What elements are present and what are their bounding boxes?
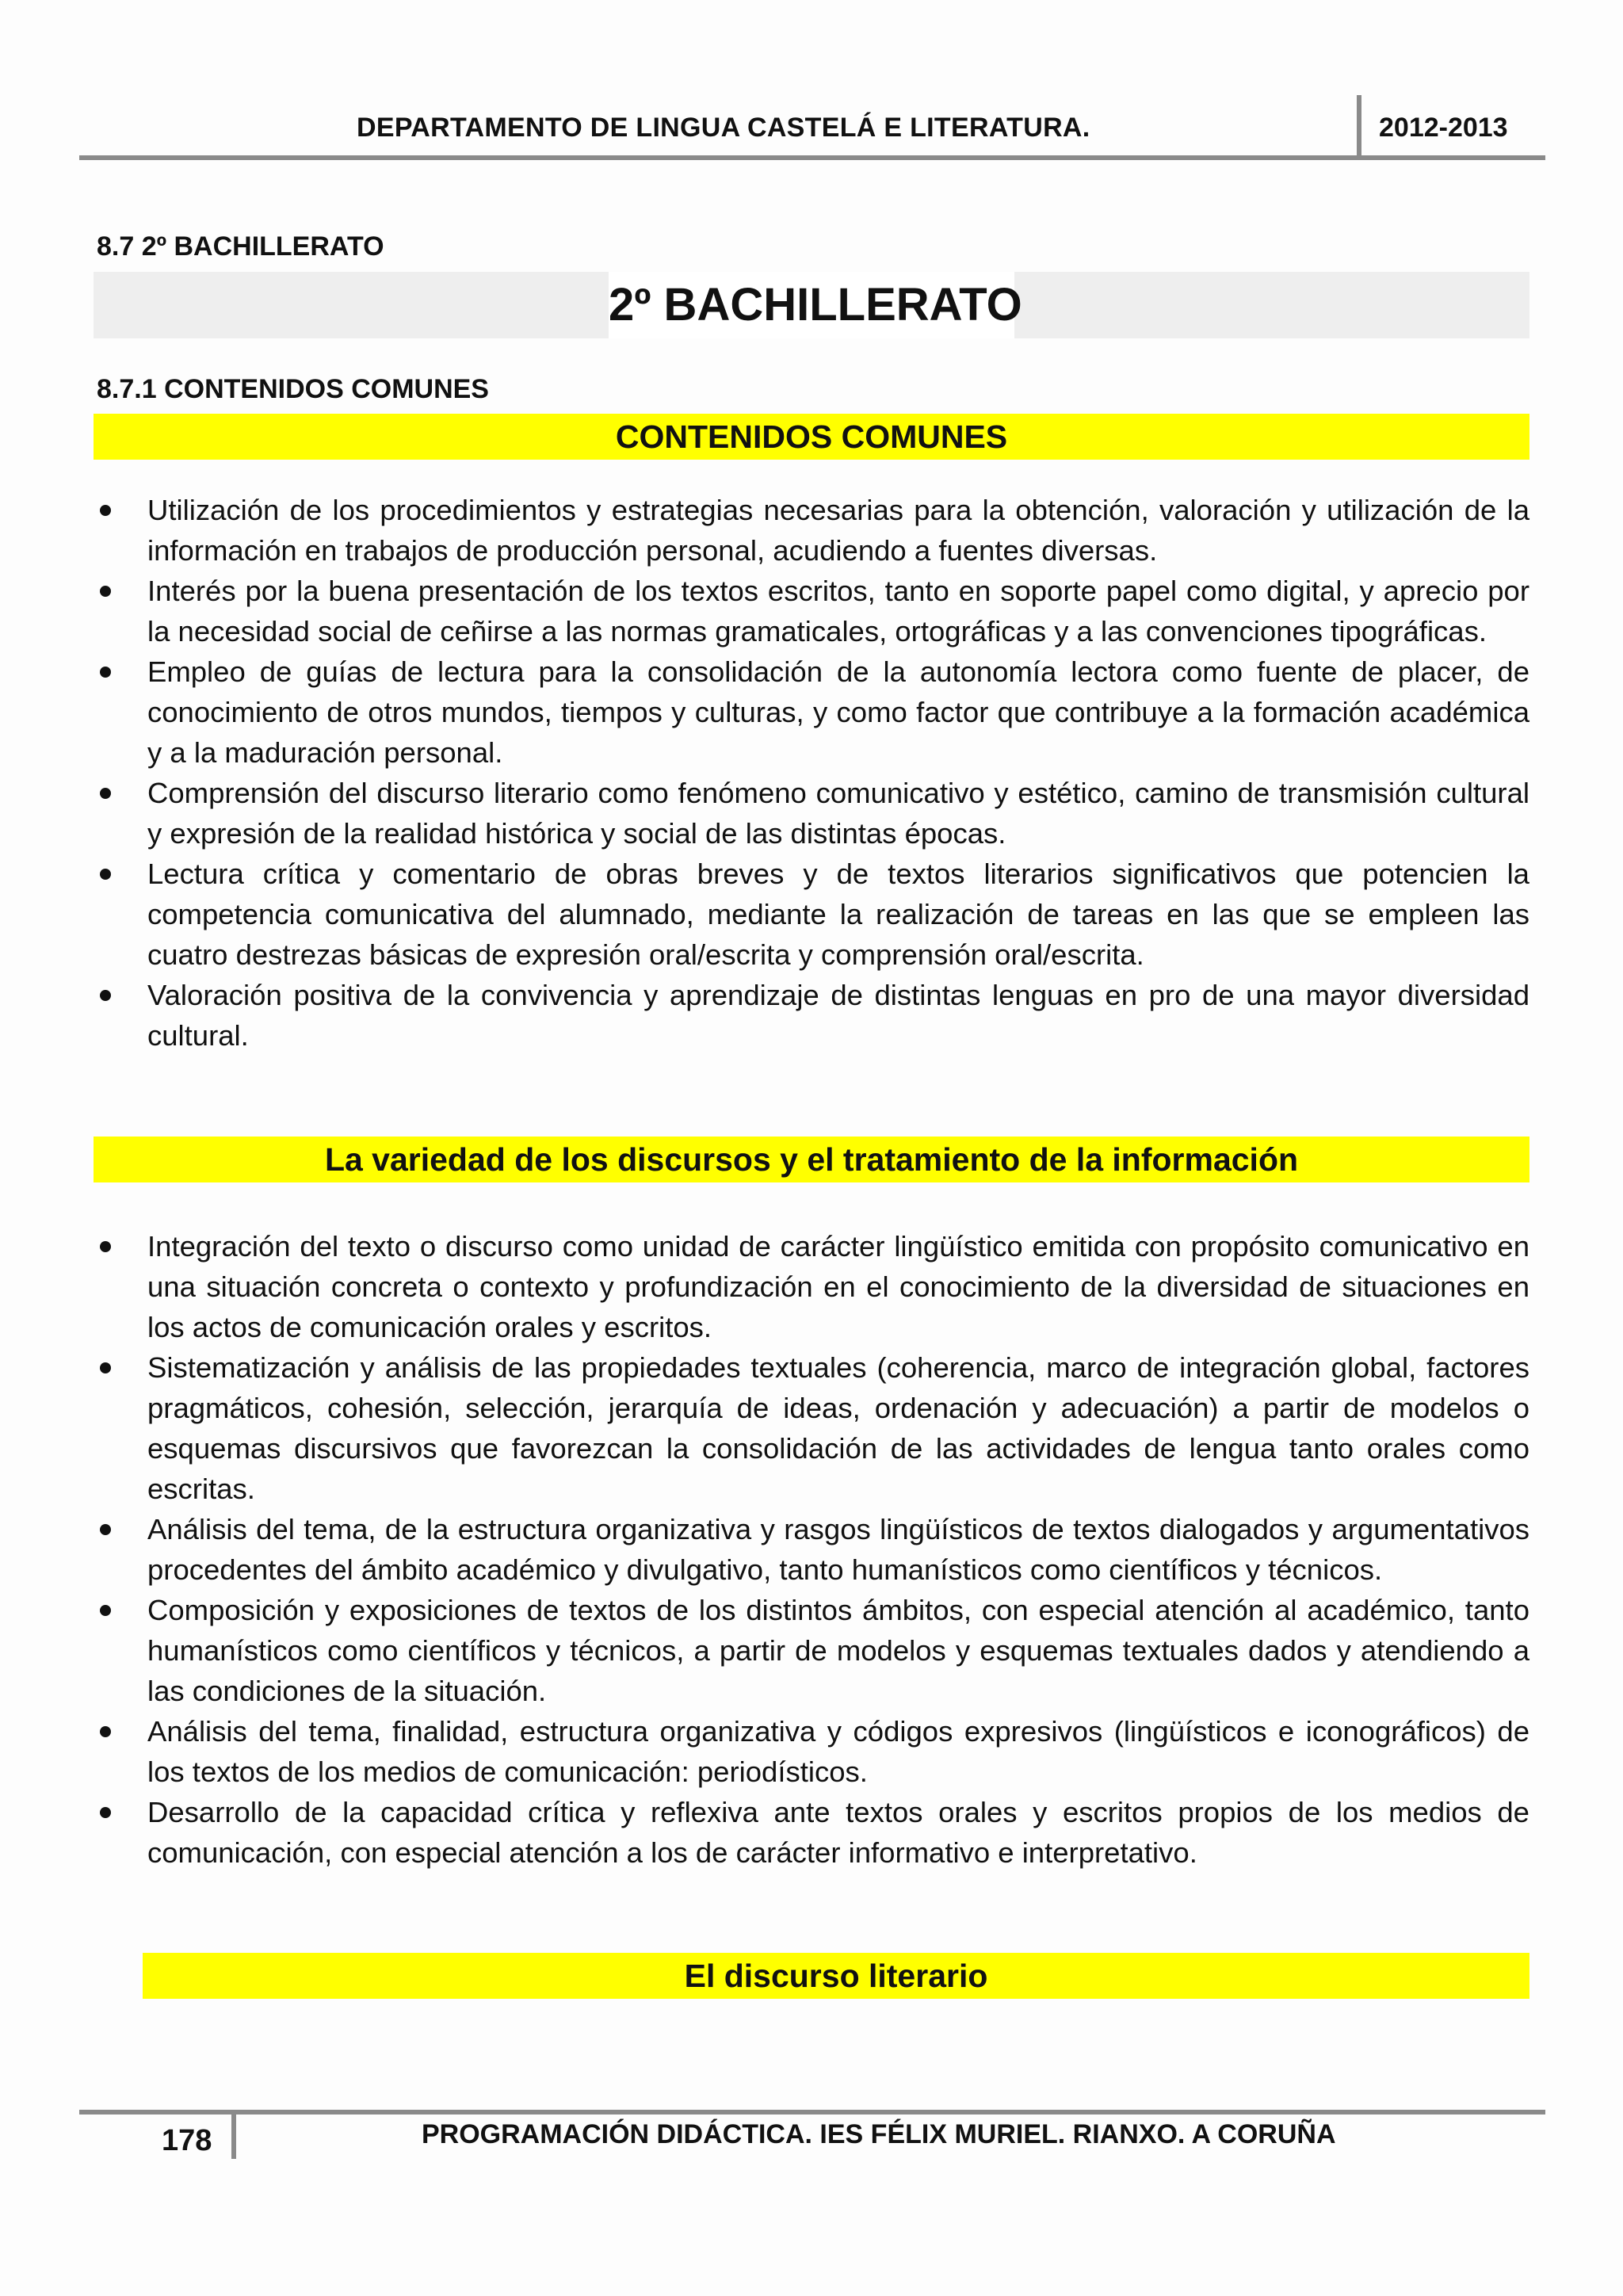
list-item xyxy=(94,490,1529,571)
heading-contenidos-comunes: CONTENIDOS COMUNES xyxy=(615,418,1008,455)
heading-bar-contenidos-comunes xyxy=(94,414,1529,460)
header-department: DEPARTAMENTO DE LINGUA CASTELÁ E LITERATURA. xyxy=(357,113,1090,143)
list-item-text: Valoración positiva de la convivencia y aprendizaje de distintas lenguas en pro de una mayor diversidad cultural. xyxy=(147,979,1529,1052)
list-item xyxy=(94,1792,1529,1873)
footer-separator xyxy=(231,2111,236,2159)
list-item xyxy=(94,651,1529,773)
heading-bar-discurso-literario xyxy=(143,1953,1529,1999)
list-item xyxy=(94,1226,1529,1347)
header-separator xyxy=(1357,95,1361,160)
list-item-text: Análisis del tema, de la estructura organizativa y rasgos lingüísticos de textos dialogados y argumentativos procedentes del ámbito académico y divulgativo, tanto humanísticos como científicos y técnicos. xyxy=(147,1513,1529,1586)
bullet-icon xyxy=(100,1362,111,1373)
bullet-icon xyxy=(100,1605,111,1616)
list-item-text: Integración del texto o discurso como unidad de carácter lingüístico emitida con propósito comunicativo en una situación concreta o contexto y profundización en el conocimiento de la diversidad de situaciones en los actos de comunicación orales y escritos. xyxy=(147,1230,1529,1343)
footer-text: PROGRAMACIÓN DIDÁCTICA. IES FÉLIX MURIEL. RIANXO. A CORUÑA xyxy=(422,2119,1336,2149)
bullet-icon xyxy=(100,990,111,1001)
list-item xyxy=(94,1347,1529,1509)
list-item xyxy=(94,1711,1529,1792)
bullet-icon xyxy=(100,586,111,597)
list-item xyxy=(94,1509,1529,1590)
list-item xyxy=(94,571,1529,651)
bullet-icon xyxy=(100,1524,111,1535)
list-item-text: Sistematización y análisis de las propiedades textuales (coherencia, marco de integración global, factores pragmáticos, cohesión, selección, jerarquía de ideas, ordenación y adecuación) a partir de modelos o esquemas discursivos que favorezcan la consolidación de las actividades de lengua tanto orales como escritas. xyxy=(147,1351,1529,1505)
header-year: 2012-2013 xyxy=(1379,113,1508,143)
list-item xyxy=(94,854,1529,975)
list-item-text: Composición y exposiciones de textos de los distintos ámbitos, con especial atención al académico, tanto humanísticos como científicos y técnicos, a partir de modelos y esquemas textuales dados y atendiendo a las condiciones de la situación. xyxy=(147,1594,1529,1707)
page-number: 178 xyxy=(162,2124,212,2157)
footer-rule xyxy=(79,2110,1545,2115)
page-title: 2º BACHILLERATO xyxy=(609,279,1022,330)
heading-variedad-discursos: La variedad de los discursos y el tratamiento de la información xyxy=(324,1141,1299,1178)
bullet-icon xyxy=(100,667,111,678)
list-variedad-discursos xyxy=(94,1226,1529,1873)
bullet-icon xyxy=(100,869,111,880)
bullet-icon xyxy=(100,1726,111,1737)
list-item-text: Empleo de guías de lectura para la consolidación de la autonomía lectora como fuente de placer, de conocimiento de otros mundos, tiempos y culturas, y como factor que contribuye a la formación académica y a la maduración personal. xyxy=(147,655,1529,769)
section-number-label: 8.7 2º BACHILLERATO xyxy=(97,231,384,262)
subsection-label: 8.7.1 CONTENIDOS COMUNES xyxy=(97,374,489,404)
list-item xyxy=(94,975,1529,1056)
bullet-icon xyxy=(100,1241,111,1252)
bullet-icon xyxy=(100,1807,111,1818)
bullet-icon xyxy=(100,788,111,799)
bullet-icon xyxy=(100,505,111,516)
list-contenidos-comunes xyxy=(94,490,1529,1056)
list-item-text: Interés por la buena presentación de los textos escritos, tanto en soporte papel como digital, y aprecio por la necesidad social de ceñirse a las normas gramaticales, ortográficas y a las convenciones tipográficas. xyxy=(147,575,1529,648)
list-item-text: Lectura crítica y comentario de obras breves y de textos literarios significativos que potencien la competencia comunicativa del alumnado, mediante la realización de tareas en las que se empleen las cuatro destrezas básicas de expresión oral/escrita y comprensión oral/escrita. xyxy=(147,858,1529,971)
list-item-text: Análisis del tema, finalidad, estructura organizativa y códigos expresivos (lingüísticos e iconográficos) de los textos de los medios de comunicación: periodísticos. xyxy=(147,1715,1529,1788)
heading-discurso-literario: El discurso literario xyxy=(684,1958,988,1994)
header-rule xyxy=(79,155,1545,160)
list-item-text: Utilización de los procedimientos y estrategias necesarias para la obtención, valoración y utilización de la información en trabajos de producción personal, acudiendo a fuentes diversas. xyxy=(147,494,1529,567)
list-item-text: Desarrollo de la capacidad crítica y reflexiva ante textos orales y escritos propios de los medios de comunicación, con especial atención a los de carácter informativo e interpretativo. xyxy=(147,1796,1529,1869)
list-item xyxy=(94,773,1529,854)
heading-bar-variedad-discursos xyxy=(94,1137,1529,1182)
list-item xyxy=(94,1590,1529,1711)
list-item-text: Comprensión del discurso literario como fenómeno comunicativo y estético, camino de transmisión cultural y expresión de la realidad histórica y social de las distintas épocas. xyxy=(147,777,1529,850)
